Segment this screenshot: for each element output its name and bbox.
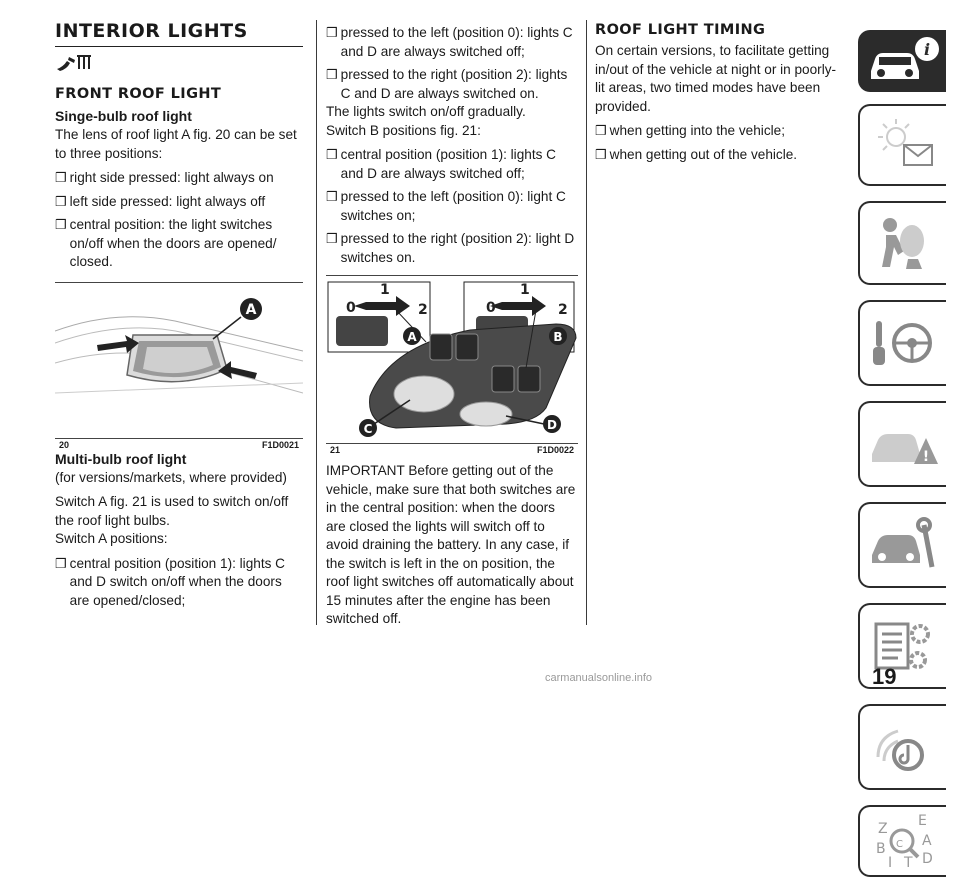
- svg-text:!: !: [922, 449, 930, 465]
- list-item: ❒ pressed to the right (position 2): light D switches on.: [326, 231, 575, 265]
- emergency-icon: [868, 414, 938, 474]
- callout-label-c: C: [363, 422, 373, 436]
- watermark: carmanualsonline.info: [545, 672, 653, 684]
- list-item: ❒ pressed to the right (position 2): lights C and D are always switched on.: [326, 67, 568, 101]
- chapter-tabs: [858, 30, 950, 877]
- callout-label-b: B: [553, 330, 563, 344]
- list-item: ❒ pressed to the left (position 0): light C switches on;: [326, 189, 566, 223]
- index-letter: A: [922, 833, 932, 849]
- position-2-label: 2: [418, 302, 428, 318]
- important-note: IMPORTANT Before getting out of the vehicle, make sure that both switches are in the central position: when the doors are closed the lights will switch off to avoid draining the battery. In any case, if the switch is left in the on position, the roof light switches off automatically about 15 minutes after the engine has been switched off.: [326, 463, 576, 626]
- tab-starting-driving[interactable]: [858, 300, 946, 386]
- list-item: ❒ central position: the light switches on/off when the doors are opened/ closed.: [55, 217, 277, 269]
- index-letter: T: [904, 855, 913, 871]
- column-middle: [326, 24, 578, 635]
- list-item: ❒ central position (position 1): lights C and D are always switched off;: [326, 147, 556, 181]
- index-letter: D: [922, 851, 933, 867]
- figure-number: 20: [59, 439, 70, 450]
- index-letter: E: [918, 813, 927, 829]
- list-item: ❒ left side pressed: light always off: [55, 193, 266, 209]
- paragraph: The lens of roof light A fig. 20 can be set to three positions:: [55, 127, 297, 161]
- figure-caption: [55, 438, 303, 450]
- column-divider: [586, 20, 587, 625]
- tab-index[interactable]: [858, 805, 946, 877]
- tab-emergency[interactable]: [858, 401, 946, 487]
- airbag-safety-icon: [868, 211, 938, 275]
- callout-label-d: D: [547, 418, 557, 432]
- list-item: ❒ pressed to the left (position 0): lights C and D are always switched off;: [326, 25, 573, 59]
- index-letter: C: [896, 839, 903, 850]
- position-0-label: 0: [346, 300, 356, 316]
- index-icon: [868, 811, 938, 871]
- figure-20: [55, 282, 303, 451]
- paragraph: The lights switch on/off gradually.: [326, 104, 526, 119]
- tab-safety[interactable]: [858, 201, 946, 285]
- paragraph: On certain versions, to facilitate getting in/out of the vehicle at night or in poorly-lit areas, two timed modes have been provided.: [595, 43, 837, 114]
- column-left: [55, 20, 303, 615]
- column-divider: [316, 20, 317, 625]
- paragraph: (for versions/markets, where provided): [55, 469, 287, 485]
- position-0-label-b: 0: [486, 300, 496, 316]
- multimedia-icon: [868, 717, 938, 777]
- tab-multimedia[interactable]: [858, 704, 946, 790]
- section-front-roof-light: FRONT ROOF LIGHT: [55, 86, 222, 102]
- position-2-label-b: 2: [558, 302, 568, 318]
- list-item: ❒ when getting into the vehicle;: [595, 123, 785, 138]
- page-number: 19: [872, 664, 897, 689]
- list-item: ❒ central position (position 1): lights C and D switch on/off when the doors are opened/closed;: [55, 555, 285, 608]
- warning-lights-icon: [868, 115, 938, 175]
- tab-maintenance[interactable]: [858, 502, 946, 588]
- figure-number: 21: [330, 445, 341, 455]
- paragraph: Switch A positions:: [55, 531, 168, 546]
- position-1-label-b: 1: [520, 282, 530, 298]
- subheading-multi-bulb: Multi-bulb roof light: [55, 450, 187, 467]
- list-item: ❒ when getting out of the vehicle.: [595, 146, 798, 162]
- list-item: ❒ right side pressed: light always on: [55, 170, 274, 185]
- paragraph: Switch A fig. 21 is used to switch on/off the roof light bulbs.: [55, 494, 289, 528]
- roof-light-icon: [55, 53, 303, 80]
- maintenance-icon: [868, 515, 938, 575]
- callout-label-a: A: [407, 330, 417, 344]
- paragraph: Switch B positions fig. 21:: [326, 122, 481, 138]
- column-right: [595, 20, 845, 169]
- callout-label-a: A: [245, 301, 257, 318]
- steering-starting-icon: [868, 313, 938, 373]
- index-letter: Z: [878, 821, 888, 837]
- svg-text:i: i: [923, 40, 931, 59]
- section-roof-light-timing: ROOF LIGHT TIMING: [595, 22, 766, 38]
- figure-code: F1D0022: [536, 445, 574, 455]
- multi-bulb-roof-light-illustration: [326, 276, 578, 438]
- car-info-icon: [865, 35, 941, 87]
- subheading-single-bulb: Singe-bulb roof light: [55, 108, 192, 124]
- tab-car-info[interactable]: [858, 30, 946, 92]
- tab-warning-lights[interactable]: [858, 104, 946, 186]
- figure-21: [326, 275, 578, 456]
- page-title: INTERIOR LIGHTS: [55, 20, 303, 47]
- index-letter: I: [888, 855, 893, 871]
- position-1-label: 1: [380, 282, 390, 298]
- index-letter: B: [876, 841, 886, 857]
- roof-light-illustration: [55, 283, 303, 433]
- figure-code: F1D0021: [261, 439, 299, 450]
- figure-caption: [326, 443, 578, 455]
